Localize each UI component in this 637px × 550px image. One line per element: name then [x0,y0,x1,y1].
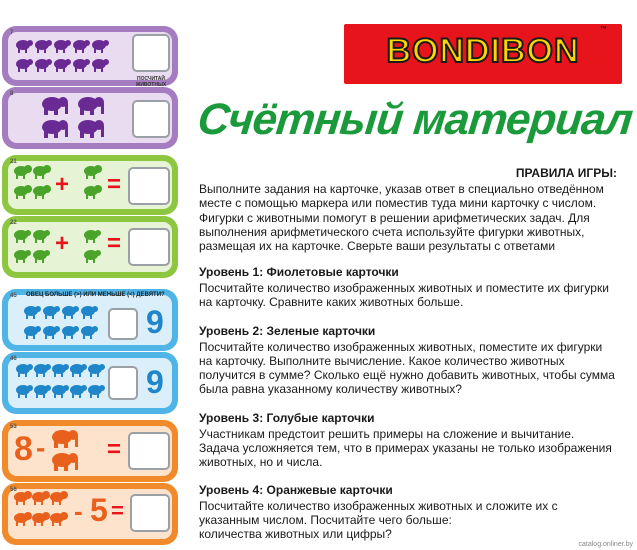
equals-sign: = [107,436,122,463]
plus-sign: + [55,171,70,198]
intro-text-2: Фигурки с животными помогут в решении арифметических задач. Для выполнения арифметического счета используйте фигурки животных, размещая их на карточке. Сверьте ваши результаты с ответами [199,211,590,253]
level-1-heading: Уровень 1: Фиолетовые карточки [199,265,399,279]
card-number: 21 [10,159,17,165]
number-nine: 9 [146,304,164,340]
level-4-text: Посчитайте количество изображенных животных и сложите их с указанным числом. Посчитайте чего больше: [199,499,558,527]
card-number: 46 [10,356,17,362]
sheep-group-icon [14,38,109,76]
sheep-group-icon [22,304,102,346]
level-1-text: Посчитайте количество изображенных животных и поместите их фигурки на карточку. Сравните каких животных больше. [199,281,609,309]
answer-box[interactable] [108,308,138,340]
level-4-text-2: количества животных или цифры? [199,527,392,541]
trademark-mark: ™ [600,26,607,33]
equals-sign: = [107,171,122,198]
elephant-group-icon [40,95,120,141]
level-3-heading: Уровень 3: Голубые карточки [199,411,375,425]
sheep-group-icon [14,362,104,406]
level-3-text: Участникам предстоит решить примеры на сложение и вычитание. Задача усложняется тем, что в примерах указаны не только изображения животных, но и числа. [199,427,612,469]
minus-sign: - [36,432,46,463]
answer-box[interactable] [132,100,170,138]
card-number: 45 [10,293,17,299]
answer-box[interactable] [128,228,170,266]
intro-text: Выполните задания на карточке, указав ответ в специально отведённом месте с помощью маркера или поместив туда мини карточку с числом. [199,182,604,210]
minus-sign: - [74,496,83,526]
equals-sign: = [111,498,124,523]
level-2-text: Посчитайте количество изображенных животных, поместите их фигурки на карточку. Выполните вычисление. Какое количество животных получится в сумме? Сколько ещё нужно добавить животных, чтобы сумма была равна указанному количеству животных? [199,340,615,396]
answer-box[interactable] [108,366,138,400]
brand-name: BONDIBON [386,32,580,70]
number-five: 5 [90,492,108,528]
number-eight: 8 [14,430,33,468]
card-number: 56 [10,487,17,493]
answer-box[interactable] [130,494,170,532]
card-number: 53 [10,424,17,430]
number-nine: 9 [146,364,164,400]
brand-logo [344,24,622,84]
answer-box[interactable] [128,432,170,470]
plus-sign: + [55,230,70,257]
count-animals-label: ПОСЧИТАЙ ЖИВОТНЫХ [135,76,167,88]
level-2-heading: Уровень 2: Зеленые карточки [199,324,376,338]
elephant-group-icon [50,428,114,474]
card-number: 22 [10,220,17,226]
page-title: Счётный материал [195,95,635,144]
watermark: catalog.onliner.by [578,541,633,548]
level-4-heading: Уровень 4: Оранжевые карточки [199,483,393,497]
answer-box[interactable] [132,34,170,72]
compare-question: ОВЕЦ БОЛЬШЕ (>) ИЛИ МЕНЬШЕ (<) ДЕВЯТИ? [26,292,165,298]
answer-box[interactable] [128,167,170,205]
card-number: 7 [10,30,14,36]
rules-heading: ПРАВИЛА ИГРЫ: [515,166,617,180]
equals-sign: = [107,230,122,257]
card-number: 8 [10,91,14,97]
